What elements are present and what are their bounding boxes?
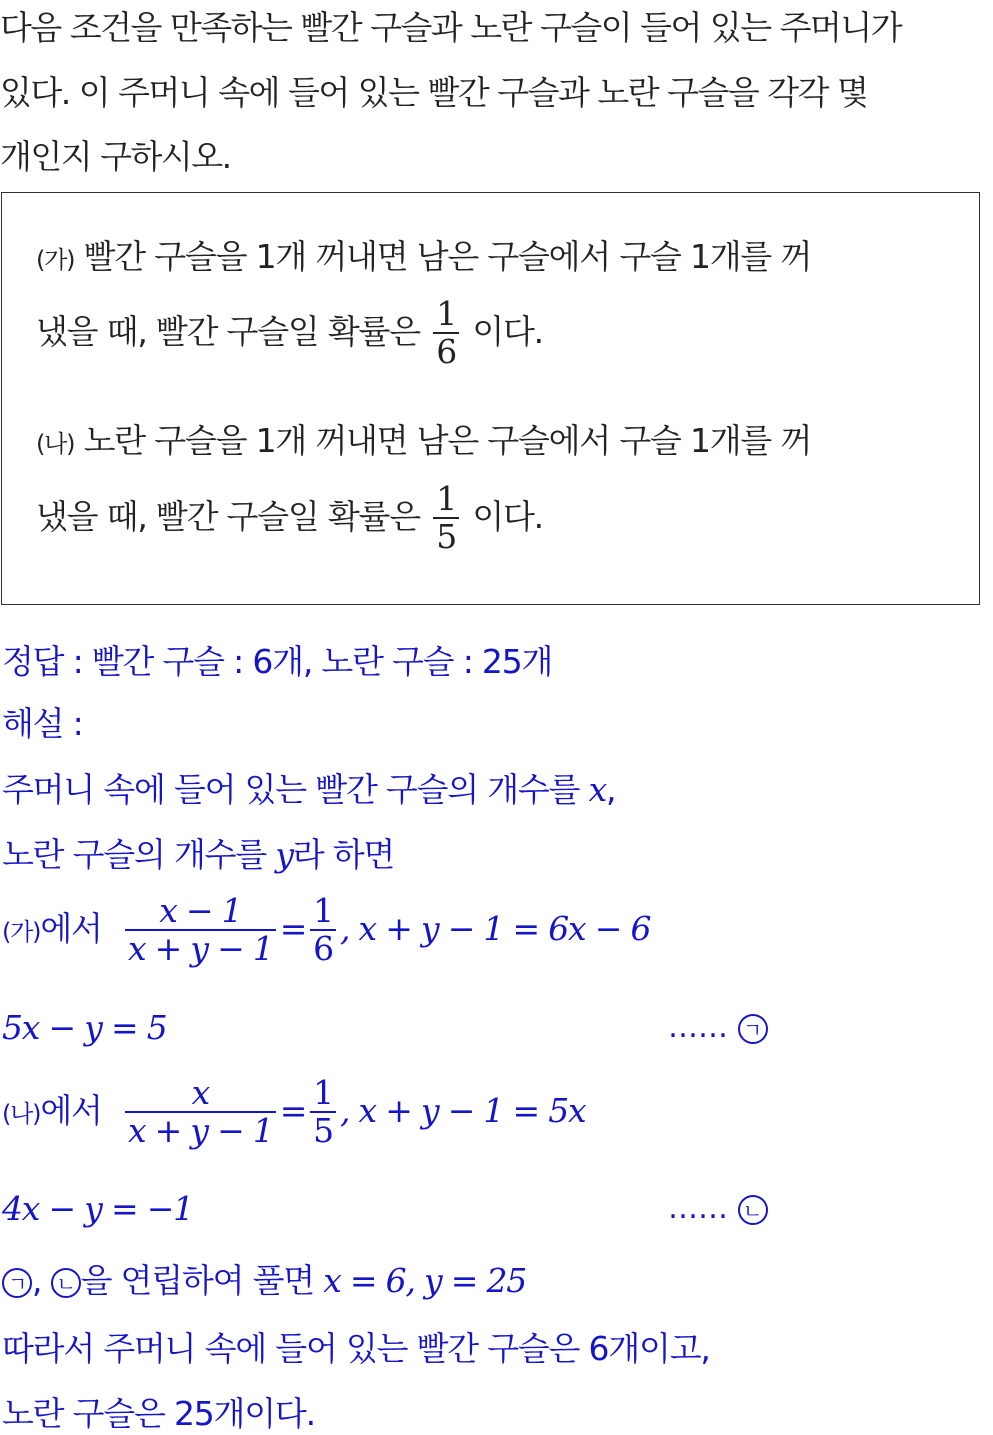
conclusion-line-2: 노란 구슬은 25개이다. xyxy=(2,1394,315,1433)
equation-ga-right-denominator: 6 xyxy=(313,929,333,969)
solve-separator: , xyxy=(32,1261,42,1300)
condition-na-fraction xyxy=(433,481,459,556)
equation-ga xyxy=(2,893,650,968)
condition-ga-fraction-denominator: 6 xyxy=(436,332,457,372)
solve-math: x = 6, y = 25 xyxy=(323,1261,527,1300)
explain-label: 해설 : xyxy=(2,704,83,743)
equation-ga-right-fraction xyxy=(310,893,336,968)
equation-2-marker xyxy=(668,1191,768,1226)
equation-na-right-numerator: 1 xyxy=(310,1075,336,1113)
condition-na-tail: 이다. xyxy=(472,496,543,536)
condition-na-text-1: 노란 구슬을 1개 꺼내면 남은 구슬에서 구슬 1개를 꺼 xyxy=(83,421,812,460)
equation-na-denominator: x + y − 1 xyxy=(127,1111,273,1151)
equation-ga-numerator: x − 1 xyxy=(125,893,276,931)
question-line-1: 다음 조건을 만족하는 빨간 구슬과 노란 구슬이 들어 있는 주머니가 xyxy=(0,8,902,47)
condition-na-line-2 xyxy=(36,481,543,556)
question-line-2: 있다. 이 주머니 속에 들어 있는 빨간 구슬과 노란 구슬을 각각 몇 xyxy=(0,73,868,112)
condition-ga-label: (가) xyxy=(36,246,75,274)
equation-1-marker xyxy=(668,1010,768,1045)
equation-ga-word: 에서 xyxy=(40,908,102,948)
explain-line-1 xyxy=(2,764,615,811)
condition-na-label: (나) xyxy=(36,430,75,458)
condition-ga-tail: 이다. xyxy=(472,311,543,351)
explain-line-1-text: 주머니 속에 들어 있는 빨간 구슬의 개수를 xyxy=(2,770,580,809)
circled-giyeok-icon: ㄱ xyxy=(738,1014,768,1044)
question-line-3: 개인지 구하시오. xyxy=(0,137,231,176)
condition-ga-text-1: 빨간 구슬을 1개 꺼내면 남은 구슬에서 구슬 1개를 꺼 xyxy=(83,237,812,276)
equation-na-rest: , x + y − 1 = 5x xyxy=(339,1090,586,1130)
condition-na-text-2: 냈을 때, 빨간 구슬일 확률은 xyxy=(36,496,420,536)
solve-line xyxy=(2,1255,526,1302)
circled-nieun-icon: ㄴ xyxy=(738,1195,768,1225)
explain-line-2 xyxy=(2,829,394,876)
equation-ga-rest: , x + y − 1 = 6x − 6 xyxy=(339,908,651,948)
equation-ga-denominator: x + y − 1 xyxy=(127,929,273,969)
explain-line-1-comma: , xyxy=(605,770,616,809)
explain-line-2-text: 노란 구슬의 개수를 xyxy=(2,835,267,874)
condition-na-fraction-denominator: 5 xyxy=(436,517,457,557)
explain-line-2-tail: 라 하면 xyxy=(292,835,395,874)
conclusion-line-1: 따라서 주머니 속에 들어 있는 빨간 구슬은 6개이고, xyxy=(2,1329,710,1368)
circled-giyeok-icon: ㄱ xyxy=(2,1268,32,1298)
equation-na-right-denominator: 5 xyxy=(313,1111,333,1151)
equation-na-right-fraction xyxy=(310,1075,336,1150)
condition-na-line-1 xyxy=(36,415,811,462)
condition-ga-line-1 xyxy=(36,231,811,278)
equation-ga-right-numerator: 1 xyxy=(310,893,336,931)
equation-na-fraction xyxy=(125,1075,276,1150)
condition-ga-line-2 xyxy=(36,296,543,371)
circled-nieun-icon: ㄴ xyxy=(51,1268,81,1298)
equation-1: 5x − y = 5 xyxy=(2,1008,167,1047)
equation-2-dots: …… xyxy=(668,1191,728,1226)
answer-line: 정답 : 빨간 구슬 : 6개, 노란 구슬 : 25개 xyxy=(2,642,553,681)
equation-2: 4x − y = −1 xyxy=(2,1189,193,1228)
equation-na-word: 에서 xyxy=(40,1090,102,1130)
equation-ga-label: (가) xyxy=(2,917,41,946)
equation-na-label: (나) xyxy=(2,1099,41,1128)
variable-y: y xyxy=(275,835,293,874)
equation-ga-equals: = xyxy=(279,908,307,948)
variable-x: x xyxy=(588,770,606,809)
condition-na-fraction-numerator: 1 xyxy=(433,481,459,519)
equation-na xyxy=(2,1075,585,1150)
equation-ga-fraction xyxy=(125,893,276,968)
condition-ga-fraction xyxy=(433,296,459,371)
conditions-box xyxy=(1,192,980,605)
solve-text: 을 연립하여 풀면 xyxy=(80,1261,314,1300)
equation-na-equals: = xyxy=(279,1090,307,1130)
equation-na-numerator: x xyxy=(125,1075,276,1113)
condition-ga-fraction-numerator: 1 xyxy=(433,296,459,334)
equation-1-dots: …… xyxy=(668,1010,728,1045)
condition-ga-text-2: 냈을 때, 빨간 구슬일 확률은 xyxy=(36,311,420,351)
